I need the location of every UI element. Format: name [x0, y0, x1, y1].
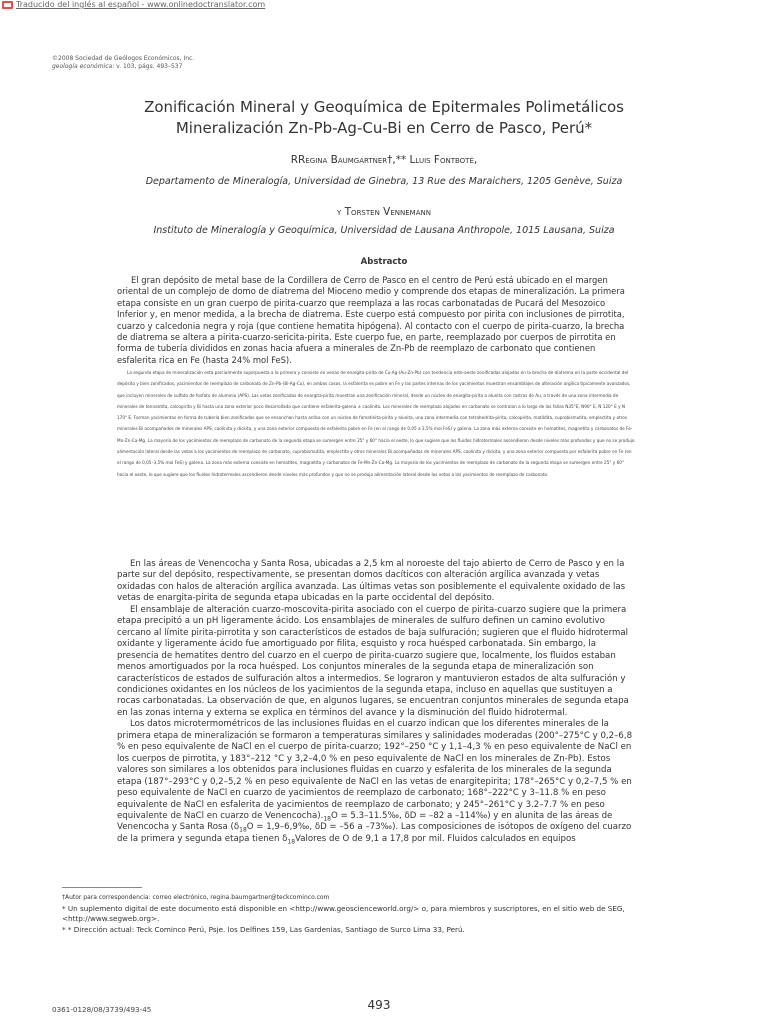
abstract-heading: Abstracto	[360, 257, 408, 267]
superscript-18-b: 18	[239, 827, 247, 835]
paper-title	[40, 97, 728, 139]
affiliation-1: Departamento de Mineralogía, Universidad de Ginebra, 13 Rue des Maraichers, 1205 Genève, Suiza	[145, 176, 623, 187]
footnotes	[62, 893, 672, 935]
journal-volume: v. 103, págs. 493–537	[116, 62, 183, 70]
journal-name: geología económica	[52, 62, 113, 70]
body-p3-part-b: O = 5.3–11.5‰, δD = –82 a –114‰) y en alunita de las áreas de Venencocha y Santa Rosa (δ	[117, 810, 613, 833]
superscript-18-c: 18	[287, 838, 296, 846]
author-line-1: RRegina Baumgartner†,** Lluis Fontboté,	[290, 154, 478, 166]
translation-banner[interactable]	[0, 0, 265, 10]
body-p3-part-a: Los datos microtermométricos de las inclusiones fluidas en el cuarzo indican que los diferentes minerales de la primera etapa de mineralización se formaron a temperaturas similares y salinidades moderadas (200°–275°C y 0,2–6,8 % en peso equivalente de NaCl en el cuerpo de pirita-cuarzo; 192°–250 °C y 1,1–4,3 % en peso equivalente de NaCl en los cuerpos de pirrotita, y 183°–212 °C y 3,2–4,0 % en peso equivalente de NaCl en los minerales de Zn-Pb). Estos valores son similares a los obtenidos para inclusiones fluidas en cuarzo y esfalerita de los minerales de la segunda etapa (187°–293°C y 0,2–5,2 % en peso equivalente de NaCl en las vetas de enargitepirita; 178°–265°C y 0,2–7,5 % en peso equivalente de NaCl en cuarzo de yacimientos de reemplazo de carbonato; 168°–222°C y 3–11.8 % en peso equivalente de NaCl en esfalerita de yacimientos de reemplazo de carbonato; y 245°–261°C y 3.2–7.7 % en peso equivalente de NaCl en cuarzo de Venencocha).	[117, 719, 633, 821]
body-paragraph-3	[117, 719, 635, 845]
translate-flag-icon	[2, 1, 13, 9]
title-line-1: Zonificación Mineral y Geoquímica de Epitermales Polimetálicos	[144, 98, 624, 116]
footnote-1: †Autor para correspondencia: correo electrónico, regina.baumgartner@teckcominco.com	[62, 894, 330, 901]
journal-info	[52, 55, 194, 70]
footnote-3: * * Dirección actual: Teck Cominco Perú, Psje. los Delfines 159, Las Gardenias, Santiago de Surco Lima 33, Perú.	[62, 924, 465, 934]
superscript-18-a: 18	[323, 815, 331, 823]
banner-link[interactable]: Traducido del inglés al español - www.onlinedoctranslator.com	[16, 0, 266, 9]
title-line-2: Mineralización Zn-Pb-Ag-Cu-Bi en Cerro de Pasco, Perú*	[175, 119, 593, 137]
author-line-2: y Torsten Vennemann	[337, 206, 431, 218]
body-p3-part-d: Valores de O de 9,1 a 17,8 por mil. Fluidos calculados en equipos	[295, 833, 576, 844]
body-p3-part-c: O = 1,9–6,9‰, δD = –56 a –73‰). Las composiciones de isótopos de oxígeno del cuarzo de la primera y segunda etapa tienen δ	[117, 822, 632, 844]
article-code: 0361-0128/08/3739/493-45	[52, 1005, 152, 1014]
body-text	[117, 559, 635, 845]
copyright-line: ©2008 Sociedad de Geólogos Económicos, Inc.	[52, 55, 195, 62]
page-number: 493	[367, 998, 391, 1012]
affiliation-2: Instituto de Mineralogía y Geoquímica, Universidad de Lausana Anthropole, 1015 Lausana, Suiza	[153, 225, 615, 236]
footnote-rule	[62, 887, 142, 888]
body-paragraph-1: En las áreas de Venencocha y Santa Rosa, ubicadas a 2,5 km al noroeste del tajo abierto de Cerro de Pasco y en la parte sur del depósito, respectivamente, se presentan domos dacíticos con alteración argílica avanzada y vetas oxidadas con halos de alteración argílica avanzada. Las últimas vetas son posiblemente el equivalente oxidado de las vetas de enargita-pirita de segunda etapa ubicadas en la parte occidental del depósito.	[117, 559, 626, 604]
footnote-2: * Un suplemento digital de este documento está disponible en <http://www.geoscienceworld.org/> o, para miembros y suscriptores, en el sitio web de SEG, <http://www.segweb.org>.	[62, 903, 625, 924]
citation-line: geología económica: v. 103, págs. 493–537	[52, 62, 183, 70]
body-paragraph-2: El ensamblaje de alteración cuarzo-moscovita-pirita asociado con el cuerpo de pirita-cuarzo sugiere que la primera etapa precipitó a un pH ligeramente ácido. Los ensamblajes de minerales de sulfuro definen un camino evolutivo cercano al límite pirita-pirrotita y son característicos de estados de baja sulfuración; sugieren que el fluido hidrotermal oxidante y ligeramente ácido fue amortiguado por filita, esquisto y roca huésped carbonatada. Sin embargo, la presencia de hematites dentro del cuarzo en el cuerpo de pirita-cuarzo sugiere que, localmente, los fluidos estaban menos amortiguados por la roca huésped. Los conjuntos minerales de la segunda etapa de mineralización son característicos de estados de sulfuración altos a intermedios. Se lograron y mantuvieron estados de alta sulfuración y condiciones oxidantes en los núcleos de los yacimientos de la segunda etapa, incluso en aquellas que sustituyen a rocas carbonatadas. La observación de que, en algunos lugares, se encuentran conjuntos minerales de segunda etapa en las zonas interna y externa se explica en términos del avance y la disminución del fluido hidrotermal.	[117, 604, 629, 718]
abstract-paragraph-2: La segunda etapa de mineralización está parcialmente superpuesta a la primera y consiste en venas de enargita-pirita de Cu-Ag-(Au-Zn-Pb) con tendencia este-oeste zonificadas alojadas en la brecha de diatrema en la parte occidental del depósito y bien zonificados, yacimientos de reemplazo de carbonato de Zn-Pb-(Bi-Ag-Cu), en ambos casos, la esfalerita es pobre en Fe y las partes internas de los yacimientos muestran ensamblajes de alteración argílica típicamente avanzados, que incluyen minerales de sulfato de fosfato de aluminio (APS). Las vetas zonificadas de enargita-pirita muestran una zonificación mineral, desde un núcleo de enargita-pirita a alunita con rastros de Au, a través de una zona intermedia de minerales de tennantita, calcopirita y Bi hasta una zona exterior poco desarrollada que contiene esfalerita-galena ± caolinita. Los minerales de reemplazo alojados en carbonato se controlan a lo largo de las fallas N35°E, N90° E, N 120° E y N 170° E. Forman yacimientos en forma de tubería bien zonificados que se ensanchan hasta arriba con un núcleo de famatinita-pirita y alunita, una zona intermedia con tetrahedrita-pirita, calcopirita, matildita, cuprobismutita, emplectita y otros minerales Bi acompañados de minerales APS, caolinita y dickita, y una zona exterior compuesta de esfalerita pobre en Fe (en el rango de 0,05 a 3,5% mol FeS) y galena. La zona más externa consiste en hematites, magnetita y carbonatos de Fe-Mn-Zn-Ca-Mg. La mayoría de los yacimientos de reemplazo de carbonato de la segunda etapa se sumergen entre 25° y 60° hacia el oeste, lo que sugiere que los fluidos hidrotermales ascendieron desde niveles más profundos y que no se produjo alimentación lateral desde las vetas a los yacimientos de reemplazo de carbonato, cuprobismutita, emplectita y otros minerales Bi acompañados de minerales APS, caolinita y dickita, y una zona exterior compuesta por esfalerita pobre en Fe (en el rango de 0,05–3,5% mol FeS) y galena. La zona más externa consiste en hematites, magnetita y carbonatos de Fe-Mn-Zn-Ca-Mg. La mayoría de los yacimientos de reemplazo de carbonato de la segunda etapa se sumergen entre 25° y 60° hacia el oeste, lo que sugiere que los fluidos hidrotermales ascendieron desde niveles más profundos y que no se produjo alimentación lateral desde las vetas a los yacimientos de reemplazo de carbonato.	[117, 370, 635, 477]
abstract-paragraph-1: El gran depósito de metal base de la Cordillera de Cerro de Pasco en el centro de Perú está ubicado en el margen oriental de un complejo de domo de diatrema del Mioceno medio y comprende dos etapas de mineralización. La primera etapa consiste en un gran cuerpo de pirita-cuarzo que reemplaza a las rocas carbonatadas de Pucará del Mesozoico Inferior y, en menor medida, a la brecha de diatrema. Este cuerpo está compuesto por pirita con inclusiones de pirrotita, cuarzo y calcedonia negra y roja (que contiene hematita hipógena). Al contacto con el cuerpo de pirita-cuarzo, la brecha de diatrema se altera a pirita-cuarzo-sericita-pirita. Este cuerpo fue, en parte, reemplazado por cuerpos de pirrotita en forma de tubería divididos en zonas hacia afuera a minerales de Zn-Pb de reemplazo de carbonato que contienen esfalerita rica en Fe (hasta 24% mol FeS).	[117, 275, 625, 365]
